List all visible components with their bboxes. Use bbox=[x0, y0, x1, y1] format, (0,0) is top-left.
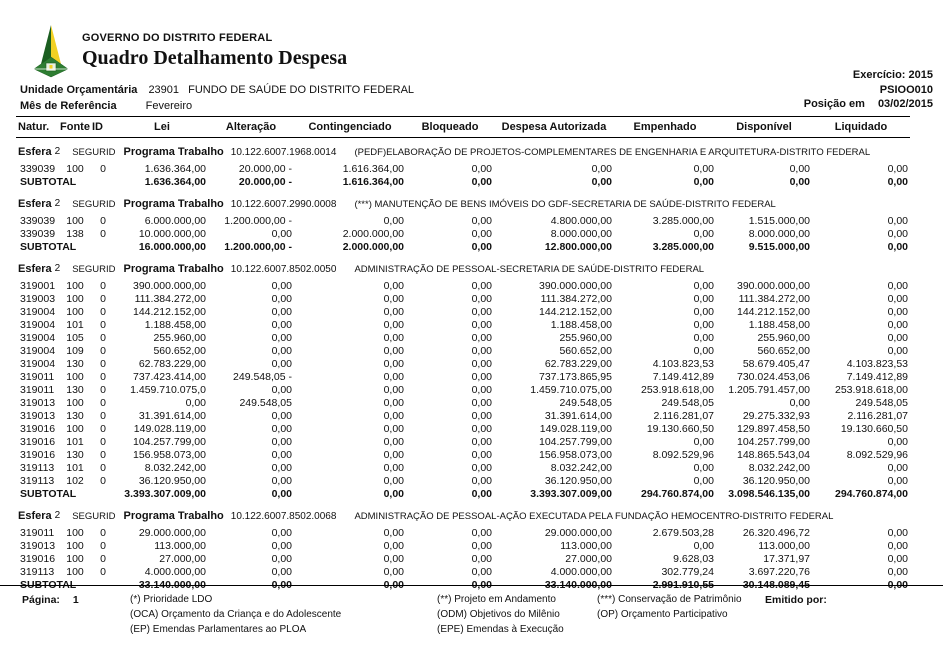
col-natur: Natur. bbox=[18, 121, 50, 133]
table-body bbox=[16, 138, 910, 594]
legend-item: (OP) Orçamento Participativo bbox=[597, 609, 728, 620]
report-code: PSIOO010 bbox=[879, 84, 933, 96]
table-row: 319003 100 0 111.384.272,00 0,00 0,00 0,00 111.384.272,00 0,00 111.384.272,00 0,00 bbox=[20, 293, 908, 305]
mes-referencia-row bbox=[20, 98, 414, 114]
page-number bbox=[22, 593, 79, 608]
government-name: GOVERNO DO DISTRITO FEDERAL bbox=[82, 32, 273, 44]
posicao-em-value: 03/02/2015 bbox=[877, 98, 933, 110]
gdf-coat-of-arms-logo bbox=[28, 24, 74, 80]
posicao-em-label: Posição em bbox=[803, 98, 865, 110]
legend-item: (*) Prioridade LDO bbox=[130, 594, 213, 605]
table-row: 319016 100 0 27.000,00 0,00 0,00 0,00 27.000,00 9.628,03 17.371,97 0,00 bbox=[20, 553, 908, 565]
legend-item: (ODM) Objetivos do Milênio bbox=[437, 609, 560, 620]
pagina-label: Página: bbox=[22, 594, 60, 606]
posicao-em-row bbox=[804, 98, 933, 110]
unidade-orcamentaria-name: FUNDO DE SAÚDE DO DISTRITO FEDERAL bbox=[188, 84, 415, 96]
col-liquidado: Liquidado bbox=[834, 121, 888, 133]
mes-referencia-label: Mês de Referência bbox=[20, 100, 117, 112]
section-header-row: Esfera 2 SEGURID Programa Trabalho 10.122.6007.1968.0014 (PEDF)ELABORAÇÃO DE PROJETOS-COMPLEMENTARES DE ENGENHARIA E ARQUITETURA-DISTRITO FEDERAL bbox=[18, 146, 871, 158]
legend-item: (***) Conservação de Patrimônio bbox=[597, 594, 742, 605]
table-row: 319011 130 0 1.459.710.075,0 0,00 0,00 0,00 1.459.710.075,00 253.918.618,00 1.205.791.457,00 253.918.618,00 bbox=[20, 384, 908, 396]
report-footer bbox=[0, 585, 943, 635]
legend-column-2 bbox=[437, 592, 564, 637]
table-row: 319113 101 0 8.032.242,00 0,00 0,00 0,00 8.032.242,00 0,00 8.032.242,00 0,00 bbox=[20, 462, 908, 474]
page-title: Quadro Detalhamento Despesa bbox=[82, 47, 348, 69]
legend-item: (EPE) Emendas à Execução bbox=[437, 624, 564, 635]
subtotal-row: SUBTOTAL 3.393.307.009,00 0,00 0,00 0,00 3.393.307.009,00 294.760.874,00 3.098.546.135,00 294.760.874,00 bbox=[20, 488, 908, 500]
table-row: 319013 100 0 0,00 249.548,05 0,00 0,00 249.548,05 249.548,05 0,00 249.548,05 bbox=[20, 397, 908, 409]
table-row: 319011 100 0 29.000.000,00 0,00 0,00 0,00 29.000.000,00 2.679.503,28 26.320.496,72 0,00 bbox=[20, 527, 908, 539]
table-row: 319001 100 0 390.000.000,00 0,00 0,00 0,00 390.000.000,00 0,00 390.000.000,00 0,00 bbox=[20, 280, 908, 292]
expense-table bbox=[16, 116, 910, 593]
table-row: 319113 100 0 4.000.000,00 0,00 0,00 0,00 4.000.000,00 302.779,24 3.697.220,76 0,00 bbox=[20, 566, 908, 578]
pagina-value: 1 bbox=[72, 594, 79, 606]
header-left-meta bbox=[20, 82, 414, 114]
section-header-row: Esfera 2 SEGURID Programa Trabalho 10.122.6007.2990.0008 (***) MANUTENÇÃO DE BENS IMÓVEIS DO GDF-SECRETARIA DE SAÚDE-DISTRITO FEDERAL bbox=[18, 198, 776, 210]
table-row: 319013 130 0 31.391.614,00 0,00 0,00 0,00 31.391.614,00 2.116.281,07 29.275.332,93 2.116.281,07 bbox=[20, 410, 908, 422]
expense-table-wrap bbox=[16, 116, 928, 593]
section-header-row: Esfera 2 SEGURID Programa Trabalho 10.122.6007.8502.0050 ADMINISTRAÇÃO DE PESSOAL-SECRETARIA DE SAÚDE-DISTRITO FEDERAL bbox=[18, 263, 705, 275]
legend-item: (EP) Emendas Parlamentares ao PLOA bbox=[130, 624, 307, 635]
table-row: 319016 130 0 156.958.073,00 0,00 0,00 0,00 156.958.073,00 8.092.529,96 148.865.543,04 8.092.529,96 bbox=[20, 449, 908, 461]
emitido-por-label: Emitido por: bbox=[765, 594, 827, 606]
col-lei: Lei bbox=[154, 121, 170, 133]
legend-column-3 bbox=[597, 592, 742, 622]
report-header bbox=[28, 24, 347, 80]
mes-referencia-value: Fevereiro bbox=[145, 100, 193, 112]
subtotal-row: SUBTOTAL 33.140.000,00 0,00 0,00 0,00 33.140.000,00 2.991.910,55 30.148.089,45 0,00 bbox=[20, 579, 908, 591]
table-row: 339039 100 0 1.636.364,00 20.000,00 - 1.616.364,00 0,00 0,00 0,00 0,00 0,00 bbox=[20, 163, 908, 175]
table-header bbox=[16, 117, 910, 138]
section-header-row: Esfera 2 SEGURID Programa Trabalho 10.122.6007.8502.0068 ADMINISTRAÇÃO DE PESSOAL-AÇÃO EXECUTADA PELA FUNDAÇÃO HEMOCENTRO-DISTRITO FEDERAL bbox=[18, 510, 834, 522]
col-empenhado: Empenhado bbox=[633, 121, 697, 133]
unidade-orcamentaria-code: 23901 bbox=[148, 84, 180, 96]
col-alteracao: Alteração bbox=[225, 121, 277, 133]
legend-column-1 bbox=[130, 592, 341, 637]
legend-item: (**) Projeto em Andamento bbox=[437, 594, 556, 605]
col-disponivel: Disponível bbox=[736, 121, 792, 133]
header-right-meta bbox=[853, 68, 933, 98]
table-row: 319004 130 0 62.783.229,00 0,00 0,00 0,00 62.783.229,00 4.103.823,53 58.679.405,47 4.103.823,53 bbox=[20, 358, 908, 370]
legend-item: (OCA) Orçamento da Criança e do Adolescente bbox=[130, 609, 342, 620]
unidade-orcamentaria-label: Unidade Orçamentária bbox=[20, 84, 138, 96]
unidade-orcamentaria-row bbox=[20, 82, 414, 98]
table-row: 319016 101 0 104.257.799,00 0,00 0,00 0,00 104.257.799,00 0,00 104.257.799,00 0,00 bbox=[20, 436, 908, 448]
exercicio-label: Exercício: 2015 bbox=[852, 69, 933, 81]
table-row: 319004 109 0 560.652,00 0,00 0,00 0,00 560.652,00 0,00 560.652,00 0,00 bbox=[20, 345, 908, 357]
table-row: 319004 101 0 1.188.458,00 0,00 0,00 0,00 1.188.458,00 0,00 1.188.458,00 0,00 bbox=[20, 319, 908, 331]
table-row: 319011 100 0 737.423.414,00 249.548,05 - 0,00 0,00 737.173.865,95 7.149.412,89 730.024.453,06 7.149.412,89 bbox=[20, 371, 908, 383]
table-row: 319004 105 0 255.960,00 0,00 0,00 0,00 255.960,00 0,00 255.960,00 0,00 bbox=[20, 332, 908, 344]
table-row: 319016 100 0 149.028.119,00 0,00 0,00 0,00 149.028.119,00 19.130.660,50 129.897.458,50 19.130.660,50 bbox=[20, 423, 908, 435]
col-id: ID bbox=[92, 121, 103, 133]
col-contingenciado: Contingenciado bbox=[308, 121, 392, 133]
table-row: 319013 100 0 113.000,00 0,00 0,00 0,00 113.000,00 0,00 113.000,00 0,00 bbox=[20, 540, 908, 552]
table-row: 339039 100 0 6.000.000,00 1.200.000,00 - 0,00 0,00 4.800.000,00 3.285.000,00 1.515.000,00 0,00 bbox=[20, 215, 908, 227]
col-fonte: Fonte bbox=[60, 121, 90, 133]
table-row: 319004 100 0 144.212.152,00 0,00 0,00 0,00 144.212.152,00 0,00 144.212.152,00 0,00 bbox=[20, 306, 908, 318]
subtotal-row: SUBTOTAL 1.636.364,00 20.000,00 - 1.616.364,00 0,00 0,00 0,00 0,00 0,00 bbox=[20, 176, 908, 188]
table-row: 319113 102 0 36.120.950,00 0,00 0,00 0,00 36.120.950,00 0,00 36.120.950,00 0,00 bbox=[20, 475, 908, 487]
table-row: 339039 138 0 10.000.000,00 0,00 2.000.000,00 0,00 8.000.000,00 0,00 8.000.000,00 0,00 bbox=[20, 228, 908, 240]
col-despesa-autorizada: Despesa Autorizada bbox=[501, 121, 607, 133]
col-bloqueado: Bloqueado bbox=[421, 121, 479, 133]
subtotal-row: SUBTOTAL 16.000.000,00 1.200.000,00 - 2.000.000,00 0,00 12.800.000,00 3.285.000,00 9.515.000,00 0,00 bbox=[20, 241, 908, 253]
